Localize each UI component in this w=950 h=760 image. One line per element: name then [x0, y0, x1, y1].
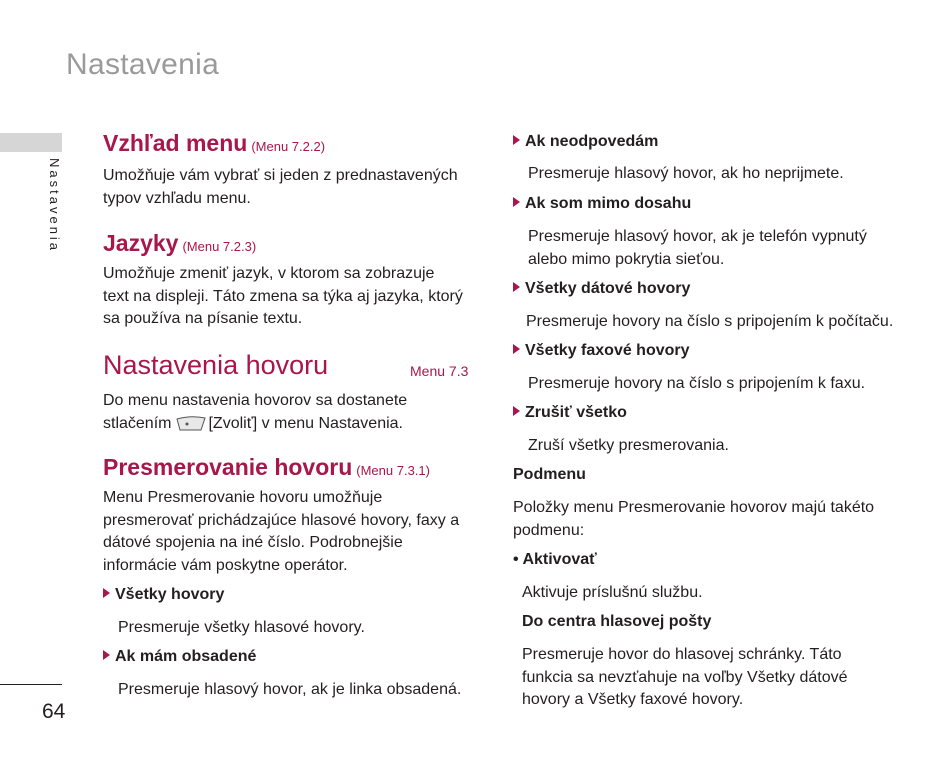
option-label: Ak som mimo dosahu [525, 195, 692, 212]
heading-vzhlad-ref: (Menu 7.2.2) [251, 139, 326, 154]
triangle-bullet-icon [513, 197, 520, 207]
triangle-bullet-icon [513, 344, 520, 354]
heading-presmerovanie-title: Presmerovanie hovoru [103, 454, 353, 480]
heading-nastavenia-hovoru: Nastavenia hovoru [103, 350, 329, 380]
option-vsetky-hovory [103, 586, 224, 604]
vzhlad-text: Umožňuje vám vybrať si jeden z prednastavených typov vzhľadu menu. [103, 167, 458, 207]
page-number: 64 [42, 700, 66, 723]
option-desc: Presmeruje hlasový hovor, ak ho neprijmete. [528, 165, 844, 182]
side-tab-bar [0, 133, 62, 152]
heading-jazyky-ref: (Menu 7.2.3) [182, 239, 257, 254]
triangle-bullet-icon [513, 135, 520, 145]
option-desc: Presmeruje hovory na číslo s pripojením k faxu. [528, 375, 866, 392]
hovoru-text-line1: Do menu nastavenia hovorov sa dostanete [103, 392, 408, 409]
heading-jazyky-title: Jazyky [103, 230, 179, 256]
heading-jazyky [103, 230, 256, 257]
option-vsetky-faxove-hovory [513, 342, 690, 360]
jazyky-text: Umožňuje zmeniť jazyk, v ktorom sa zobrazuje text na displeji. Táto zmena sa týka aj jazyka, ktorý sa používa na písanie textu. [103, 265, 463, 327]
submenu-bullet-aktivovat: • Aktivovať [513, 551, 597, 568]
side-section-label: Nastavenia [47, 158, 62, 254]
triangle-bullet-icon [103, 588, 110, 598]
submenu-heading: Podmenu [513, 466, 586, 483]
triangle-bullet-icon [513, 282, 520, 292]
option-vsetky-datove-hovory [513, 280, 690, 298]
heading-nastavenia-hovoru-ref: Menu 7.3 [410, 363, 469, 379]
heading-vzhlad-menu [103, 130, 325, 157]
option-ak-neodpovedam [513, 133, 658, 151]
option-label: Všetky hovory [115, 586, 225, 603]
option-zrusit-vsetko [513, 404, 627, 422]
option-label: Všetky faxové hovory [525, 342, 690, 359]
option-label: Ak neodpovedám [525, 133, 659, 150]
option-ak-som-mimo-dosahu [513, 195, 691, 213]
triangle-bullet-icon [513, 406, 520, 416]
option-desc: Presmeruje hlasový hovor, ak je telefón vypnutý alebo mimo pokrytia sieťou. [528, 228, 867, 268]
hovoru-text-line2 [103, 413, 483, 436]
soft-key-icon [175, 416, 207, 431]
footer-rule [0, 684, 62, 685]
option-label: Zrušiť všetko [525, 404, 627, 421]
submenu-sub-desc: Presmeruje hovor do hlasovej schránky. Táto funkcia sa nevzťahuje na voľby Všetky dátové hovory a Všetky faxové hovory. [522, 646, 848, 708]
option-label: Ak mám obsadené [115, 648, 257, 665]
submenu-bullet-desc: Aktivuje príslušnú službu. [522, 584, 703, 601]
option-ak-mam-obsadene [103, 648, 256, 666]
hovoru-text [103, 390, 483, 435]
page-header-title: Nastavenia [66, 48, 220, 81]
submenu-sub-heading: Do centra hlasovej pošty [522, 613, 712, 630]
heading-presmerovanie [103, 454, 430, 481]
triangle-bullet-icon [103, 650, 110, 660]
hovoru-text-post: [Zvoliť] v menu Nastavenia. [208, 414, 403, 432]
option-label: Všetky dátové hovory [525, 280, 691, 297]
heading-presmerovanie-ref: (Menu 7.3.1) [356, 463, 430, 478]
option-desc: Presmeruje všetky hlasové hovory. [118, 619, 365, 636]
submenu-text: Položky menu Presmerovanie hovorov majú takéto podmenu: [513, 499, 875, 539]
heading-vzhlad-title: Vzhľad menu [103, 130, 248, 156]
option-desc: Presmeruje hlasový hovor, ak je linka obsadená. [118, 681, 462, 698]
hovoru-text-pre: stlačením [103, 414, 172, 432]
option-desc: Zruší všetky presmerovania. [528, 437, 729, 454]
option-desc: Presmeruje hovory na číslo s pripojením k počítaču. [526, 313, 894, 330]
presmerovanie-text: Menu Presmerovanie hovoru umožňuje presmerovať prichádzajúce hlasové hovory, faxy a dátové spojenia na iné číslo. Podrobnejšie informácie vám poskytne operátor. [103, 489, 460, 574]
